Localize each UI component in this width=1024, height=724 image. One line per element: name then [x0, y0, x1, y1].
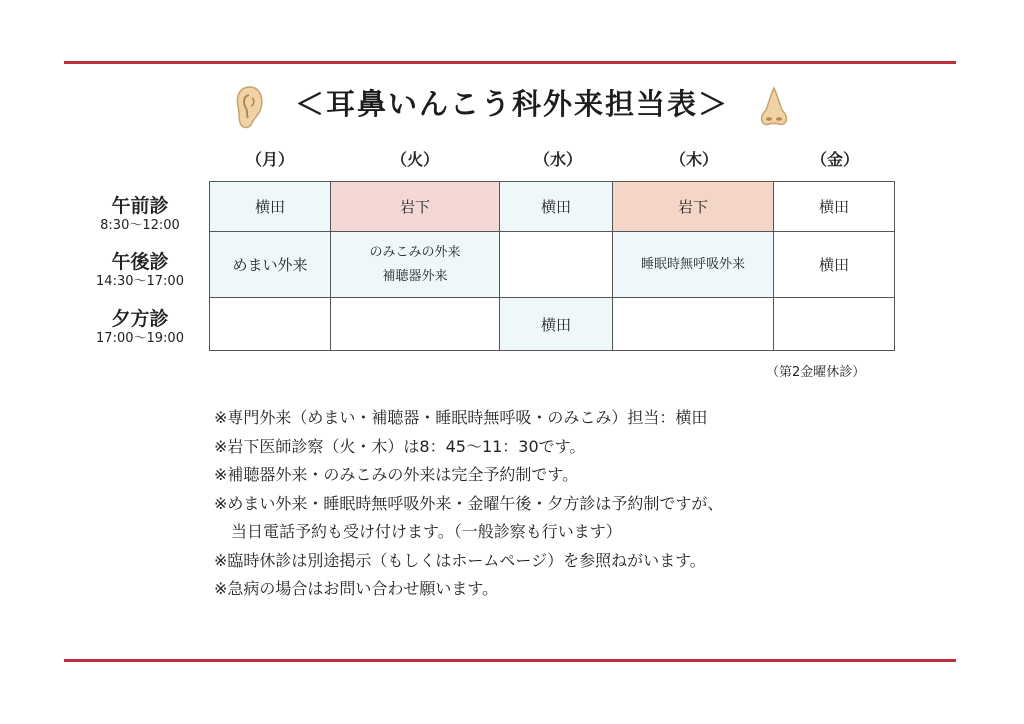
schedule-table: [209, 181, 895, 351]
row-label-evening: [80, 308, 200, 347]
day-thu: （木）: [669, 150, 718, 169]
table-cell: [500, 232, 613, 298]
note-item: ※補聴器外来・のみこみの外来は完全予約制です。: [214, 465, 579, 484]
note-item: ※岩下医師診察（火・木）は8：45～11：30です。: [214, 436, 586, 456]
row-name: 午後診: [111, 251, 169, 273]
note-item: ※臨時休診は別途掲示（もしくはホームページ）を参照ねがいます。: [214, 550, 706, 570]
note-item: 当日電話予約も受け付けます。（一般診察も行います）: [231, 522, 622, 541]
table-cell: めまい外来: [210, 232, 331, 298]
row-hours: 14:30～17:00: [96, 274, 184, 289]
day-fri: （金）: [810, 150, 859, 169]
row-name: 午前診: [111, 195, 169, 217]
table-cell: 睡眠時無呼吸外来: [613, 232, 774, 298]
table-cell: [331, 232, 500, 298]
row-label-morning: [80, 195, 200, 234]
table-row: [210, 298, 895, 351]
note-item: ※専門外来（めまい・補聴器・睡眠時無呼吸・のみこみ）担当：横田: [214, 408, 708, 427]
table-row: [210, 182, 895, 232]
day-wed: （水）: [533, 150, 582, 169]
table-cell: 横田: [774, 232, 895, 298]
cell-line: 補聴器外来: [382, 268, 448, 284]
row-hours: 17:00～19:00: [96, 331, 184, 346]
table-row: [210, 232, 895, 298]
row-hours: 8:30～12:00: [100, 218, 180, 233]
table-cell: 横田: [500, 298, 613, 351]
table-cell: [613, 298, 774, 351]
note-item: ※めまい外来・睡眠時無呼吸外来・金曜午後・夕方診は予約制ですが、: [214, 493, 724, 513]
nose-icon: [757, 86, 791, 128]
table-cell: 岩下: [613, 182, 774, 232]
table-cell: [331, 298, 500, 351]
bottom-rule: [64, 659, 956, 662]
table-cell: 横田: [500, 182, 613, 232]
notes-list: [214, 404, 723, 604]
day-tue: （火）: [390, 150, 439, 169]
top-rule: [64, 61, 956, 64]
day-mon: （月）: [245, 150, 294, 169]
row-label-afternoon: [80, 251, 200, 290]
closed-note: （第2金曜休診）: [766, 365, 866, 380]
table-cell: 横田: [774, 182, 895, 232]
table-cell: [774, 298, 895, 351]
cell-line: のみこみの外来: [369, 244, 461, 260]
note-item: ※急病の場合はお問い合わせ願います。: [214, 579, 499, 598]
row-name: 夕方診: [111, 308, 169, 330]
table-cell: [210, 298, 331, 351]
table-cell: 横田: [210, 182, 331, 232]
table-cell: 岩下: [331, 182, 500, 232]
page-title: ＜耳鼻いんこう科外来担当表＞: [294, 87, 729, 121]
